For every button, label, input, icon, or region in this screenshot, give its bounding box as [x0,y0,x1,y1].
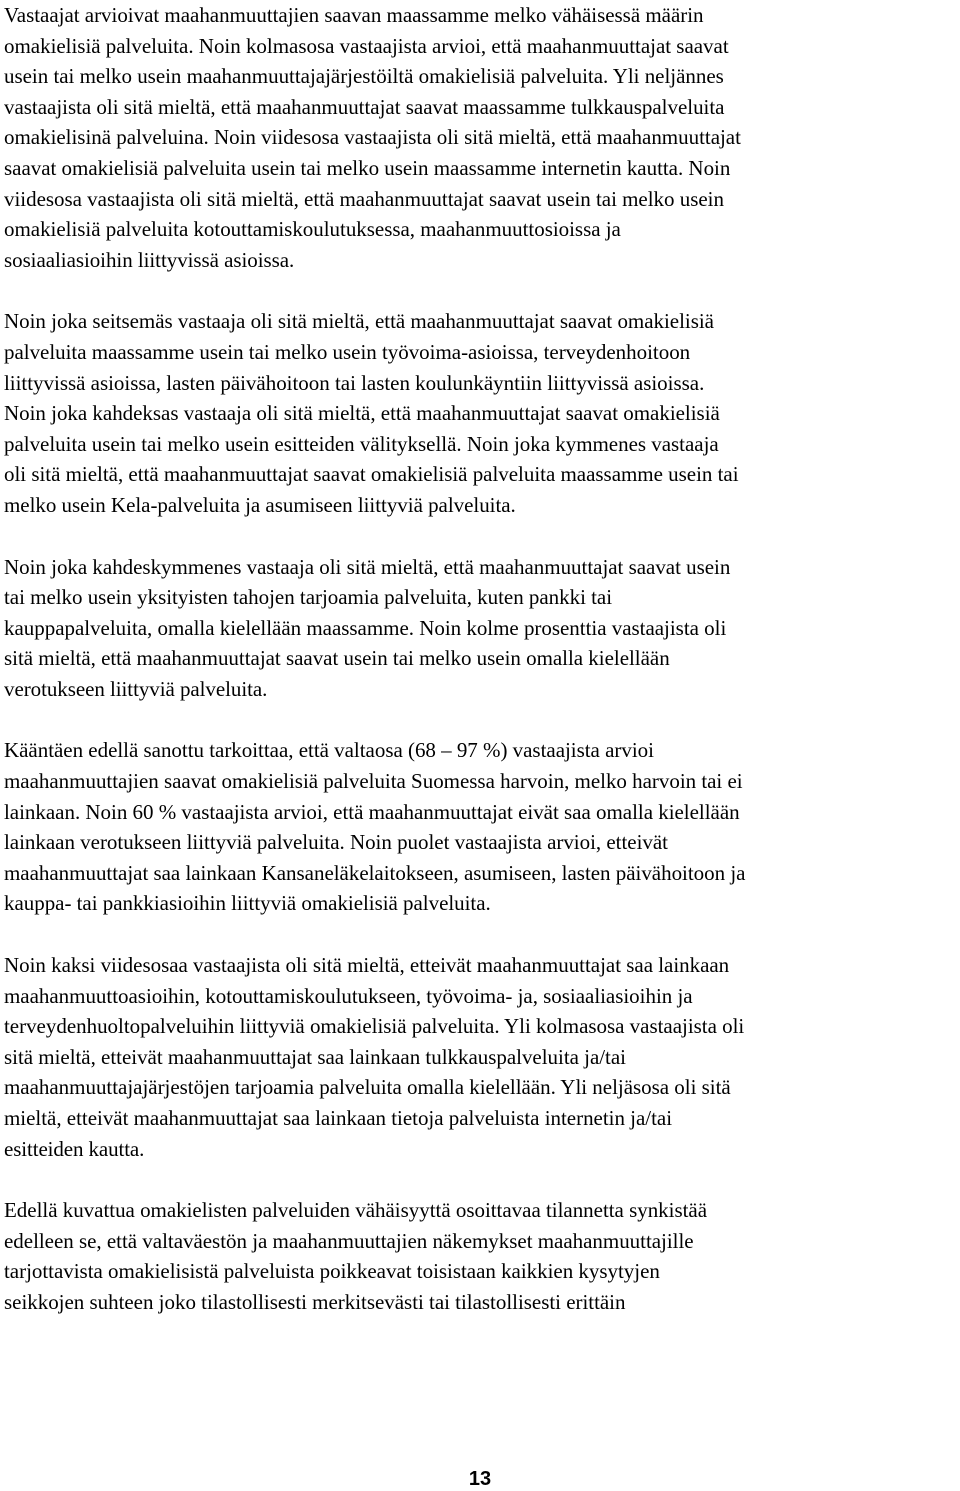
text-line: tarjottavista omakielisistä palveluista poikkeavat toisistaan kaikkien kysytyjen [4,1259,660,1284]
text-line: melko usein Kela-palveluita ja asumiseen liittyviä palveluita. [4,492,516,517]
paragraph [4,950,956,1164]
text-line: maahanmuuttajajärjestöjen tarjoamia palveluita omalla kielellään. Yli neljäsosa oli sitä [4,1075,731,1100]
text-line: palveluita maassamme usein tai melko usein työvoima-asioissa, terveydenhoitoon [4,339,691,364]
text-line: lainkaan verotukseen liittyviä palveluita. Noin puolet vastaajista arvioi, etteivät [4,830,668,855]
text-line: lainkaan. Noin 60 % vastaajista arvioi, että maahanmuuttajat eivät saa omalla kielellään [4,799,740,824]
text-line: sitä mieltä, etteivät maahanmuuttajat saa lainkaan tulkkauspalveluita ja/tai [4,1044,626,1069]
text-line: usein tai melko usein maahanmuuttajajärjestöiltä omakielisiä palveluita. Yli neljännes [4,64,724,89]
text-line: maahanmuuttoasioihin, kotouttamiskoulutukseen, työvoima- ja, sosiaaliasioihin ja [4,983,693,1008]
text-line: liittyvissä asioissa, lasten päivähoitoon tai lasten koulunkäyntiin liittyvissä asioissa. [4,370,705,395]
paragraph [4,735,956,919]
text-line: tai melko usein yksityisten tahojen tarjoamia palveluita, kuten pankki tai [4,585,613,610]
text-line: Edellä kuvattua omakielisten palveluiden vähäisyyttä osoittavaa tilannetta synkistää [4,1198,708,1223]
text-line: terveydenhuoltopalveluihin liittyviä omakielisiä palveluita. Yli kolmasosa vastaajista oli [4,1014,745,1039]
text-line: verotukseen liittyviä palveluita. [4,676,268,701]
paragraph [4,306,956,520]
text-line: palveluita usein tai melko usein esitteiden välityksellä. Noin joka kymmenes vastaaja [4,431,719,456]
text-line: omakielisiä palveluita kotouttamiskoulutuksessa, maahanmuuttosioissa ja [4,217,621,242]
page-number: 13 [468,1468,492,1490]
text-line: kauppa- tai pankkiasioihin liittyviä omakielisiä palveluita. [4,891,491,916]
text-line: viidesosa vastaajista oli sitä mieltä, että maahanmuuttajat saavat usein tai melko usein [4,186,724,211]
text-line: mieltä, etteivät maahanmuuttajat saa lainkaan tietoja palveluista internetin ja/tai [4,1106,672,1130]
text-line: edelleen se, että valtaväestön ja maahanmuuttajien näkemykset maahanmuuttajille [4,1228,694,1253]
document-page [4,0,956,1488]
text-line: oli sitä mieltä, että maahanmuuttajat saavat omakielisiä palveluita maassamme usein tai [4,462,739,487]
text-line: kauppapalveluita, omalla kielellään maassamme. Noin kolme prosenttia vastaajista oli [4,615,727,640]
paragraph [4,552,956,705]
paragraph [4,1195,956,1317]
text-line: vastaajista oli sitä mieltä, että maahanmuuttajat saavat maassamme tulkkauspalveluita [4,94,725,119]
text-line: sosiaaliasioihin liittyvissä asioissa. [4,247,295,272]
text-line: omakielisinä palveluina. Noin viidesosa vastaajista oli sitä mieltä, että maahanmuuttajat [4,125,741,150]
text-line: Noin joka kahdeksas vastaaja oli sitä mieltä, että maahanmuuttajat saavat omakielisiä [4,401,720,426]
text-line: omakielisiä palveluita. Noin kolmasosa vastaajista arvioi, että maahanmuuttajat saavat [4,33,729,58]
text-line: saavat omakielisiä palveluita usein tai melko usein maassamme internetin kautta. Noin [4,155,731,180]
text-line: esitteiden kautta. [4,1136,145,1161]
paragraph [4,0,956,275]
body-text [4,0,956,1349]
text-line: seikkojen suhteen joko tilastollisesti merkitsevästi tai tilastollisesti erittäin [4,1289,626,1314]
text-line: maahanmuuttajat saa lainkaan Kansaneläkelaitokseen, asumiseen, lasten päivähoitoon ja [4,860,746,885]
text-line: Noin joka seitsemäs vastaaja oli sitä mieltä, että maahanmuuttajat saavat omakielisiä [4,309,714,334]
text-line: sitä mieltä, että maahanmuuttajat saavat usein tai melko usein omalla kielellään [4,646,670,671]
text-line: Noin kaksi viidesosaa vastaajista oli sitä mieltä, etteivät maahanmuuttajat saa lainkaan [4,953,730,978]
text-line: Vastaajat arvioivat maahanmuuttajien saavan maassamme melko vähäisessä määrin [4,3,704,27]
text-line: Kääntäen edellä sanottu tarkoittaa, että valtaosa (68 – 97 %) vastaajista arvioi [4,738,654,763]
text-line: maahanmuuttajien saavat omakielisiä palveluita Suomessa harvoin, melko harvoin tai ei [4,769,743,794]
text-line: Noin joka kahdeskymmenes vastaaja oli sitä mieltä, että maahanmuuttajat saavat usein [4,554,731,579]
